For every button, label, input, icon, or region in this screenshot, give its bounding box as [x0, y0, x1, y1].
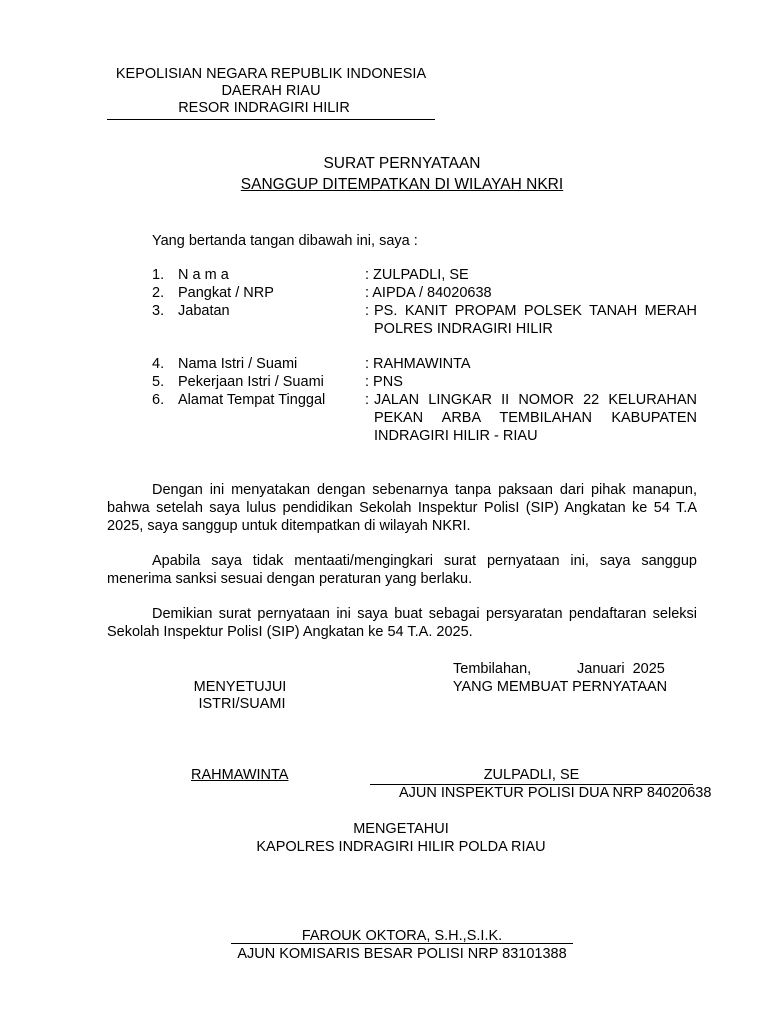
- field-name-value: : ZULPADLI, SE: [365, 267, 469, 283]
- field-address-label: 6. Alamat Tempat Tinggal: [152, 392, 326, 408]
- right-sign-rank: AJUN INSPEKTUR POLISI DUA NRP 84020638: [399, 785, 712, 801]
- field-rank-value: : AIPDA / 84020638: [365, 285, 492, 301]
- field-name-label: 1. N a m a: [152, 267, 229, 283]
- header-line-1: KEPOLISIAN NEGARA REPUBLIK INDONESIA: [115, 66, 427, 82]
- paragraph-closing: Demikian surat pernyataan ini saya buat sebagai persyaratan pendaftaran seleksi Sekolah Inspektur PolisI (SIP) Angkatan ke 54 T.A. 2025.: [107, 606, 697, 640]
- field-spouse-value: : RAHMAWINTA: [365, 356, 471, 372]
- place-text: Tembilahan,: [453, 661, 532, 677]
- field-spouse-job-label: 5. Pekerjaan Istri / Suami: [152, 374, 324, 390]
- title-line-1: SURAT PERNYATAAN: [323, 155, 481, 172]
- field-position-value: PS. KANIT PROPAM POLSEK TANAH MERAH POLRES INDRAGIRI HILIR: [374, 303, 697, 337]
- header-line-3: RESOR INDRAGIRI HILIR: [178, 100, 350, 116]
- witness-rank: AJUN KOMISARIS BESAR POLISI NRP 83101388: [237, 946, 567, 962]
- field-position-colon: :: [365, 303, 370, 319]
- left-sign-title-1: MENYETUJUI: [193, 679, 287, 695]
- witness-underline: [231, 943, 573, 944]
- left-sign-name: RAHMAWINTA: [191, 767, 289, 783]
- field-address-colon: :: [365, 392, 370, 408]
- field-rank-label: 2. Pangkat / NRP: [152, 285, 274, 301]
- left-sign-title-2: ISTRI/SUAMI: [198, 696, 286, 712]
- header-line-2: DAERAH RIAU: [221, 83, 321, 99]
- witness-title-2: KAPOLRES INDRAGIRI HILIR POLDA RIAU: [256, 839, 546, 855]
- witness-name: FAROUK OKTORA, S.H.,S.I.K.: [301, 928, 503, 944]
- field-position-label: 3. Jabatan: [152, 303, 230, 319]
- date-text: Januari 2025: [577, 661, 665, 677]
- paragraph-statement: Dengan ini menyatakan dengan sebenarnya tanpa paksaan dari pihak manapun, bahwa setelah saya lulus pendidikan Sekolah Inspektur PolisI (SIP) Angkatan ke 54 T.A 2025, saya sanggup untuk ditempatkan di wilayah NKRI.: [107, 482, 697, 534]
- witness-title-1: MENGETAHUI: [353, 821, 449, 837]
- field-address-value: JALAN LINGKAR II NOMOR 22 KELURAHAN PEKAN ARBA TEMBILAHAN KABUPATEN INDRAGIRI HILIR - RIAU: [374, 392, 697, 444]
- right-sign-name: ZULPADLI, SE: [483, 767, 580, 783]
- field-spouse-job-value: : PNS: [365, 374, 403, 390]
- header-underline: [107, 119, 435, 120]
- title-line-2: SANGGUP DITEMPATKAN DI WILAYAH NKRI: [240, 176, 564, 193]
- field-spouse-label: 4. Nama Istri / Suami: [152, 356, 298, 372]
- intro-text: Yang bertanda tangan dibawah ini, saya :: [152, 233, 418, 249]
- right-sign-title: YANG MEMBUAT PERNYATAAN: [452, 679, 668, 695]
- paragraph-sanction: Apabila saya tidak mentaati/mengingkari surat pernyataan ini, saya sanggup menerima sanksi sesuai dengan peraturan yang berlaku.: [107, 553, 697, 587]
